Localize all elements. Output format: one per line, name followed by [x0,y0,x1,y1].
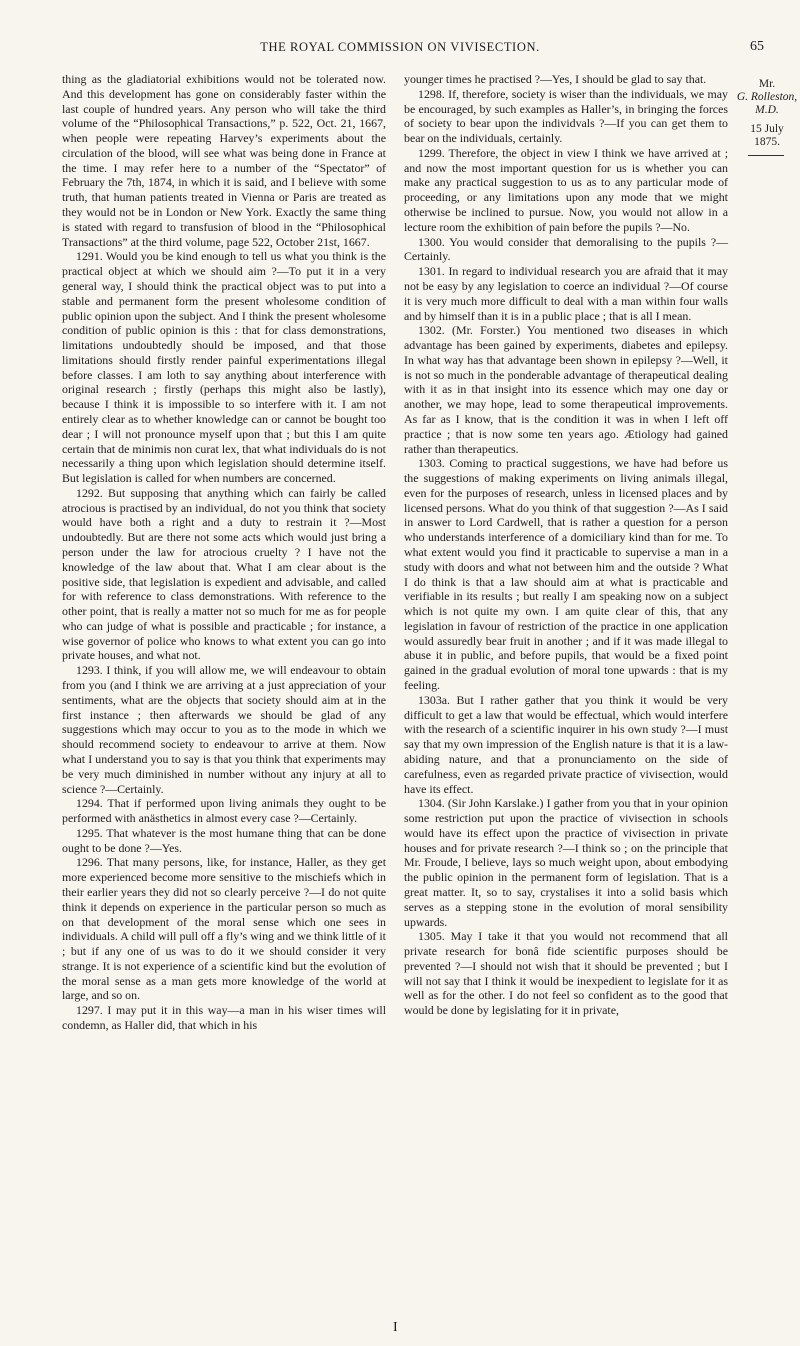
paragraph: thing as the gladiatorial exhibitions would not be tolerated now. And this development has gone on considerably faster within the last couple of hundred years. Any person who will take the third volume of the “Philosophical Transactions,” p. 522, Oct. 21, 1667, when people were repeating Harvey’s experiments about the circulation of the blood, will see what was being done in France at the time. I may refer here to a number of the “Spectator” of February the 7th, 1874, in which it is said, and I believe with some truth, that human patients treated in Vienna or Paris are treated as they would not be in London or New York. Exactly the same thing is stated with regard to transfusion of blood in the “Philosophical Transactions” at the third volume, page 522, October 21st, 1667. [62,72,386,249]
paragraph: 1303. Coming to practical suggestions, we have had before us the suggestions of making experiments on living animals illegal, even for the purposes of research, unless in licensed places and by licensed persons. What do you think of that suggestion ?—As I said in answer to Lord Cardwell, that is rather a question for a person who understands interference of a domiciliary kind than for me. To what extent would you find it practicable to supervise a man in a study with doors and what not between him and the outside ? What I do think is that a law should aim at what is practicable and verifiable in its results ; but really I am speaking now on a subject which is not quite my own. I am quite clear of this, that any legislation in favour of restriction of the practice in one application would assuredly bear fruit in another ; and if it was made illegal to abuse it in public, and before pupils, that would be a fixed point gained in the gradual evolution of moral tone upwards : that is my feeling. [404,456,728,693]
paragraph: 1301. In regard to individual research you are afraid that it may not be easy by any legislation to coerce an individual ?—Of course it is very much more difficult to deal with a man within four walls and by himself than it is in a public place ; that is all I mean. [404,264,728,323]
paragraph: 1297. I may put it in this way—a man in his wiser times will condemn, as Haller did, that which in his [62,1003,386,1032]
paragraph: 1304. (Sir John Karslake.) I gather from you that in your opinion some restriction put upon the practice of vivisection in schools would have its effect upon the practice of vivisection in private houses and for private research ?—I think so ; on the principle that Mr. Froude, I believe, lays so much weight upon, about embodying the public opinion in the permanent form of legislation. That is a great matter. It, so to say, crystalises it into a solid basis which serves as a stepping stone in the evolution of moral sensibility upwards. [404,796,728,929]
paragraph: 1302. (Mr. Forster.) You mentioned two diseases in which advantage has been gained by experiments, diabetes and epilepsy. In what way has that advantage been shown in epilepsy ?—Well, it is not so much in the ponderable advantage of therapeutical dealing with it as in that insight into its essence which may one day or another, we may hope, lead to some therapeutical improvements. As far as I know, that is the condition it was in when I left off practice ; that is now some ten years ago. Ætiology had gained rather than therapeutics. [404,323,728,456]
paragraph: younger times he practised ?—Yes, I should be glad to say that. [404,72,707,86]
page-number: 65 [750,39,764,54]
paragraph: 1294. That if performed upon living animals they ought to be performed with anästhetics in almost every case ?—Certainly. [62,796,386,826]
margin-note [736,78,798,156]
paragraph: 1299. Therefore, the object in view I think we have arrived at ; and now the most important question for us is whether you can make any practical suggestion to us as to any particular mode of proceeding, or any limitations upon any mode that we might otherwise be inclined to pursue. Now, you would not allow in a lecture room the exhibition of pain before the pupils ?—No. [404,145,728,234]
paragraph: 1300. You would consider that demoralising to the pupils ?—Certainly. [404,234,728,264]
margin-rule [748,155,784,156]
paragraph: 1298. If, therefore, society is wiser than the individuals, we may be encouraged, by such examples as Haller’s, in bringing the forces of society to bear upon the individvals ?—If you can get them to bear on the individuals, certainly. [404,86,728,146]
paragraph: 1292. But supposing that anything which can fairly be called atrocious is practised by an individual, do not you think that society would have both a right and a duty to restrain it ?—Most undoubtedly. But are there not some acts which would just bring a person under the law for atrocious cruelty ? I have not the knowledge of the law about that. What I am clear about is the positive side, that legislation is expedient and advisable, and called for with reference to class demonstrations. With reference to the other point, that is really a matter not so much for me as for people who can judge of what is possible and practicable ; for instance, a wise governor of police who knows to what extent you can go into private houses, and what not. [62,485,386,663]
paragraph: 1291. Would you be kind enough to tell us what you think is the practical object at which we should aim ?—To put it in a very general way, I should think the practical object was to put into a stable and permanent form the present wholesome condition of public opinion upon the subject. And I think the present wholesome condition of public opinion is this : that for class demonstrations, limitations undoubtedly should be imposed, and that those limitations should firstly render painful experimentations illegal before classes. I am loth to say anything about interference with original research ; firstly (perhaps this might also be lastly), because I think it is impossible to so interfere with it. I am not entirely clear as to whether knowledge can or cannot be bought too dear ; I will not pronounce myself upon that ; but this I am quite certain that de minimis non curat lex, that what individuals do is not necessarily a thing upon which legislation should determine itself. But legislation is called for when numbers are concerned. [62,249,386,486]
paragraph: 1293. I think, if you will allow me, we will endeavour to obtain from you (and I think we are arriving at a just appreciation of your sentiments, what are the objects that society should aim at in the first instance ; then afterwards we should be glad of any suggestions which may occur to you as to the mode in which we should recommend society to endeavour to arrive at them. Now what I understand you to say is that you think that experiments may be very much diminished in number without any injury at all to science ?—Certainly. [62,663,386,796]
right-column [404,72,728,1018]
signature-mark: I [393,1320,398,1335]
running-title: THE ROYAL COMMISSION ON VIVISECTION. [260,40,540,54]
witness-prefix: Mr. [758,78,776,90]
witness-degree: M.D. [755,104,779,116]
left-column [62,72,386,1033]
page-header [0,40,800,60]
paragraph: 1296. That many persons, like, for instance, Haller, as they get more experienced become more sensitive to the mischiefs which in their earlier years they did not so clearly perceive ?—I do not quite think it depends on experience in the particular person so much as on that development of the moral sense which one sees in individuals. A child will pull off a fly’s wing and we think little of it ; but if any one of us was to do it we should consider it very strange. It is not experience of a scientific kind but the evolution of the moral sense as a man gets more knowledge of the world at large, and so on. [62,855,386,1003]
witness-date: 15 July 1875. [750,123,784,148]
paragraph: 1305. May I take it that you would not recommend that all private research for bonâ fide scientific purposes should be prevented ?—I should not wish that it should be prevented ; but I will not say that I think it would be inexpedient to legislate for it as well as for the other. I do not feel so confident as to the good that would be done by legislating for it in private, [404,929,728,1018]
witness-name: G. Rolleston, [736,91,798,103]
paragraph: 1295. That whatever is the most humane thing that can be done ought to be done ?—Yes. [62,825,386,855]
paragraph: 1303a. But I rather gather that you think it would be very difficult to get a law that would be effectual, which would interfere with the research of a scientific inquirer in his own study ?—I must say that my own impression of the English nature is that it is a law-abiding nature, and that a pronunciamento on the side of carefulness, even as regarded private practice of vivisection, would have its effect. [404,692,728,796]
